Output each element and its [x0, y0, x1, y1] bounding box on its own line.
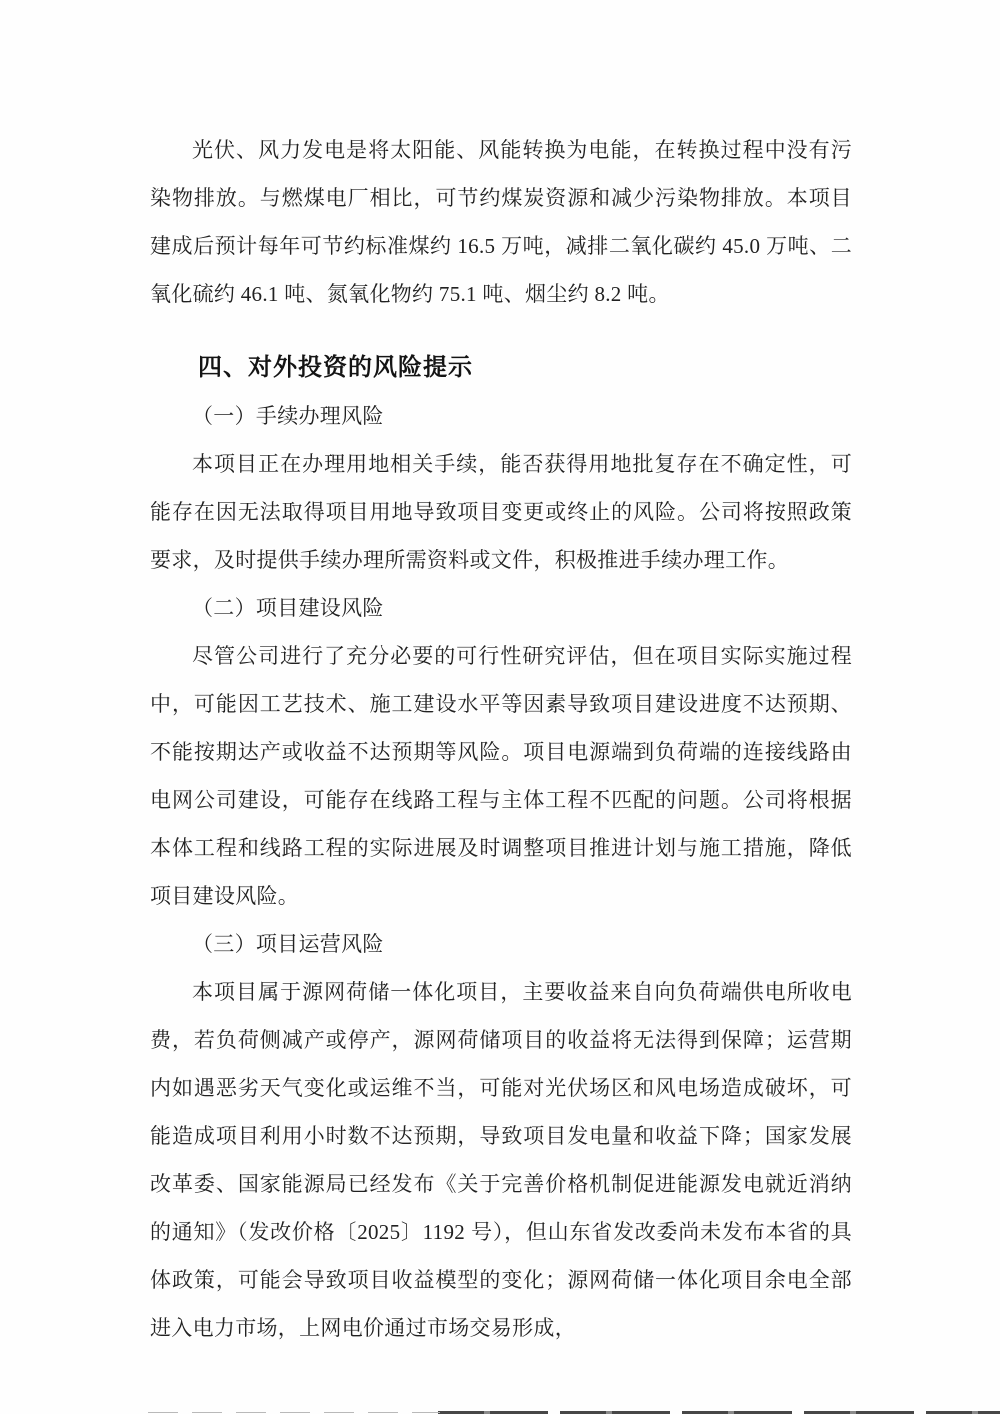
subsection-heading-procedure-risk: （一）手续办理风险 — [192, 404, 384, 428]
subsection-body-operation-risk: 本项目属于源网荷储一体化项目，主要收益来自向负荷端供电所收电费，若负荷侧减产或停产，源网荷储项目的收益将无法得到保障；运营期内如遇恶劣天气变化或运维不当，可能对光伏场区和风电场造成破坏，可能造成项目利用小时数不达预期，导致项目发电量和收益下降；国家发展改革委、国家能源局已经发布《关于完善价格机制促进能源发电就近消纳的通知》（发改价格〔2025〕1192 号），但山东省发改委尚未发布本省的具体政策，可能会导致项目收益模型的变化；源网荷储一体化项目余电全部进入电力市场，上网电价通过市场交易形成， — [150, 980, 852, 1340]
intro-paragraph: 光伏、风力发电是将太阳能、风能转换为电能，在转换过程中没有污染物排放。与燃煤电厂相比，可节约煤炭资源和减少污染物排放。本项目建成后预计每年可节约标准煤约 16.5 万吨，减排二氧化碳约 45.0 万吨、二氧化硫约 46.1 吨、氮氧化物约 75.1 吨、烟尘约 8.2 吨。 — [150, 138, 852, 306]
subsection-heading-operation-risk: （三）项目运营风险 — [192, 932, 384, 956]
section-heading-risk-notice: 四、对外投资的风险提示 — [198, 354, 473, 381]
scan-artifact-bottom-light — [148, 1412, 440, 1413]
subsection-heading-construction-risk: （二）项目建设风险 — [192, 596, 384, 620]
subsection-body-procedure-risk: 本项目正在办理用地相关手续，能否获得用地批复存在不确定性，可能存在因无法取得项目用地导致项目变更或终止的风险。公司将按照政策要求，及时提供手续办理所需资料或文件，积极推进手续办理工作。 — [150, 452, 852, 572]
subsection-body-construction-risk: 尽管公司进行了充分必要的可行性研究评估，但在项目实际实施过程中，可能因工艺技术、施工建设水平等因素导致项目建设进度不达预期、不能按期达产或收益不达预期等风险。项目电源端到负荷端的连接线路由电网公司建设，可能存在线路工程与主体工程不匹配的问题。公司将根据本体工程和线路工程的实际进展及时调整项目推进计划与施工措施，降低项目建设风险。 — [150, 644, 852, 908]
